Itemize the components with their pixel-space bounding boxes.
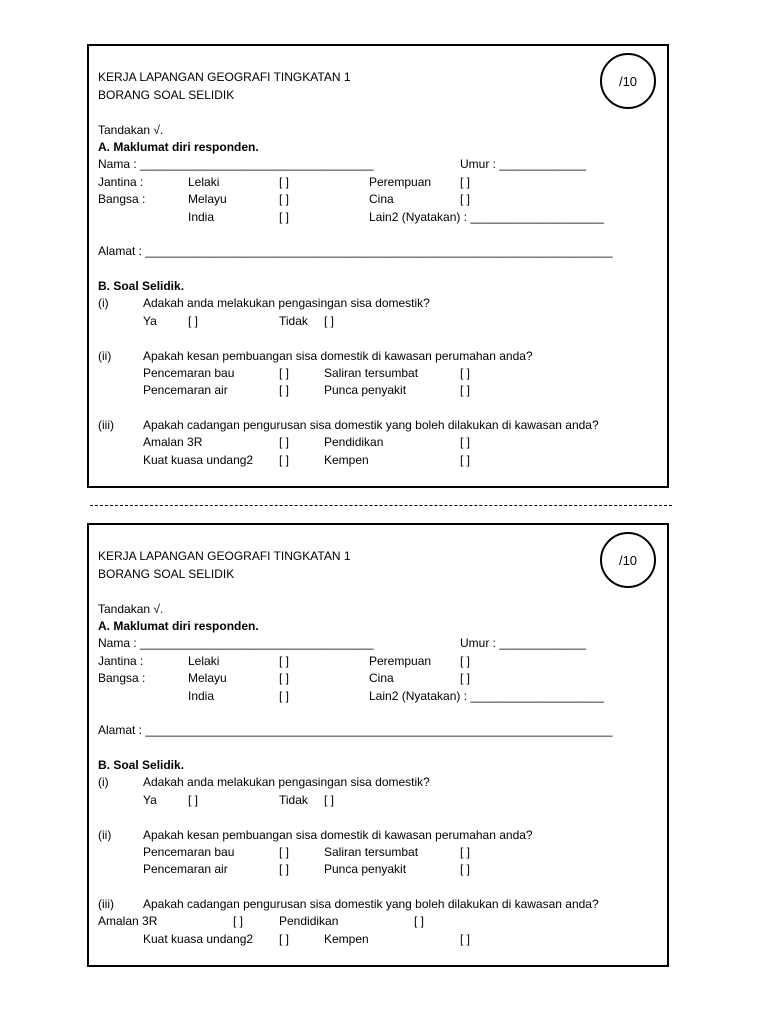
option-lelaki: Lelaki <box>188 654 220 668</box>
checkbox-pencemaran-air[interactable]: [ ] <box>279 862 290 876</box>
q2-text: Apakah kesan pembuangan sisa domestik di kawasan perumahan anda? <box>143 828 533 842</box>
checkbox-pencemaran-air[interactable]: [ ] <box>279 383 290 397</box>
q2-text: Apakah kesan pembuangan sisa domestik di kawasan perumahan anda? <box>143 349 533 363</box>
checkbox-lelaki[interactable]: [ ] <box>279 654 290 668</box>
survey-form-2 <box>87 523 669 967</box>
score-label: /10 <box>618 552 638 568</box>
bangsa-label: Bangsa : <box>98 671 146 685</box>
section-b-heading: B. Soal Selidik. <box>98 279 185 293</box>
nama-field[interactable]: Nama : ___________________________________ <box>98 157 374 171</box>
option-kempen: Kempen <box>324 932 369 946</box>
option-melayu: Melayu <box>188 192 227 206</box>
option-perempuan: Perempuan <box>369 175 432 189</box>
option-saliran-tersumbat: Saliran tersumbat <box>324 845 419 859</box>
option-punca-penyakit: Punca penyakit <box>324 383 407 397</box>
option-tidak: Tidak <box>279 314 308 328</box>
checkbox-ya[interactable]: [ ] <box>188 314 199 328</box>
checkbox-amalan-3r[interactable]: [ ] <box>279 435 290 449</box>
option-tidak: Tidak <box>279 793 308 807</box>
lain2-field[interactable]: Lain2 (Nyatakan) : ____________________ <box>369 689 604 703</box>
option-pencemaran-bau: Pencemaran bau <box>143 366 235 380</box>
form-subtitle: BORANG SOAL SELIDIK <box>98 567 235 581</box>
cut-line <box>90 505 672 506</box>
q1-number: (i) <box>98 296 109 310</box>
form-title: KERJA LAPANGAN GEOGRAFI TINGKATAN 1 <box>98 549 351 563</box>
checkbox-india[interactable]: [ ] <box>279 689 290 703</box>
checkbox-tidak[interactable]: [ ] <box>324 314 335 328</box>
q2-number: (ii) <box>98 349 112 363</box>
option-pencemaran-bau: Pencemaran bau <box>143 845 235 859</box>
option-cina: Cina <box>369 671 394 685</box>
section-a-heading: A. Maklumat diri responden. <box>98 619 259 633</box>
checkbox-perempuan[interactable]: [ ] <box>460 654 471 668</box>
section-b-heading: B. Soal Selidik. <box>98 758 185 772</box>
checkbox-tidak[interactable]: [ ] <box>324 793 335 807</box>
option-ya: Ya <box>143 314 157 328</box>
option-amalan-3r: Amalan 3R <box>143 435 203 449</box>
section-a-heading: A. Maklumat diri responden. <box>98 140 259 154</box>
form-subtitle: BORANG SOAL SELIDIK <box>98 88 235 102</box>
q3-text: Apakah cadangan pengurusan sisa domestik yang boleh dilakukan di kawasan anda? <box>143 897 599 911</box>
alamat-field[interactable]: Alamat : ______________________________________________________________________ <box>98 244 613 258</box>
option-kuat-kuasa: Kuat kuasa undang2 <box>143 453 254 467</box>
umur-field[interactable]: Umur : _____________ <box>460 157 587 171</box>
option-cina: Cina <box>369 192 394 206</box>
option-india: India <box>188 210 215 224</box>
option-punca-penyakit: Punca penyakit <box>324 862 407 876</box>
checkbox-kuat-kuasa[interactable]: [ ] <box>279 932 290 946</box>
checkbox-pendidikan[interactable]: [ ] <box>414 914 425 928</box>
checkbox-ya[interactable]: [ ] <box>188 793 199 807</box>
option-pencemaran-air: Pencemaran air <box>143 383 228 397</box>
jantina-label: Jantina : <box>98 654 144 668</box>
option-lelaki: Lelaki <box>188 175 220 189</box>
option-ya: Ya <box>143 793 157 807</box>
option-amalan-3r: Amalan 3R <box>98 914 158 928</box>
option-pendidikan: Pendidikan <box>279 914 339 928</box>
option-pendidikan: Pendidikan <box>324 435 384 449</box>
option-perempuan: Perempuan <box>369 654 432 668</box>
checkbox-pendidikan[interactable]: [ ] <box>460 435 471 449</box>
checkbox-punca-penyakit[interactable]: [ ] <box>460 862 471 876</box>
form-title: KERJA LAPANGAN GEOGRAFI TINGKATAN 1 <box>98 70 351 84</box>
jantina-label: Jantina : <box>98 175 144 189</box>
score-circle <box>600 53 656 109</box>
checkbox-kempen[interactable]: [ ] <box>460 453 471 467</box>
checkbox-amalan-3r[interactable]: [ ] <box>233 914 244 928</box>
instruction: Tandakan √. <box>98 602 164 616</box>
survey-form-1 <box>87 44 669 488</box>
q1-text: Adakah anda melakukan pengasingan sisa domestik? <box>143 775 430 789</box>
umur-field[interactable]: Umur : _____________ <box>460 636 587 650</box>
option-pencemaran-air: Pencemaran air <box>143 862 228 876</box>
checkbox-cina[interactable]: [ ] <box>460 192 471 206</box>
checkbox-kuat-kuasa[interactable]: [ ] <box>279 453 290 467</box>
checkbox-punca-penyakit[interactable]: [ ] <box>460 383 471 397</box>
checkbox-melayu[interactable]: [ ] <box>279 192 290 206</box>
score-circle <box>600 532 656 588</box>
checkbox-lelaki[interactable]: [ ] <box>279 175 290 189</box>
checkbox-saliran-tersumbat[interactable]: [ ] <box>460 366 471 380</box>
q1-number: (i) <box>98 775 109 789</box>
q1-text: Adakah anda melakukan pengasingan sisa domestik? <box>143 296 430 310</box>
q2-number: (ii) <box>98 828 112 842</box>
alamat-field[interactable]: Alamat : ______________________________________________________________________ <box>98 723 613 737</box>
option-melayu: Melayu <box>188 671 227 685</box>
checkbox-india[interactable]: [ ] <box>279 210 290 224</box>
lain2-field[interactable]: Lain2 (Nyatakan) : ____________________ <box>369 210 604 224</box>
q3-text: Apakah cadangan pengurusan sisa domestik yang boleh dilakukan di kawasan anda? <box>143 418 599 432</box>
bangsa-label: Bangsa : <box>98 192 146 206</box>
option-kempen: Kempen <box>324 453 369 467</box>
instruction: Tandakan √. <box>98 123 164 137</box>
option-india: India <box>188 689 215 703</box>
score-label: /10 <box>618 73 638 89</box>
checkbox-melayu[interactable]: [ ] <box>279 671 290 685</box>
option-kuat-kuasa: Kuat kuasa undang2 <box>143 932 254 946</box>
checkbox-saliran-tersumbat[interactable]: [ ] <box>460 845 471 859</box>
q3-number: (iii) <box>98 897 114 911</box>
checkbox-pencemaran-bau[interactable]: [ ] <box>279 845 290 859</box>
checkbox-perempuan[interactable]: [ ] <box>460 175 471 189</box>
checkbox-kempen[interactable]: [ ] <box>460 932 471 946</box>
nama-field[interactable]: Nama : ___________________________________ <box>98 636 374 650</box>
checkbox-pencemaran-bau[interactable]: [ ] <box>279 366 290 380</box>
checkbox-cina[interactable]: [ ] <box>460 671 471 685</box>
q3-number: (iii) <box>98 418 114 432</box>
option-saliran-tersumbat: Saliran tersumbat <box>324 366 419 380</box>
